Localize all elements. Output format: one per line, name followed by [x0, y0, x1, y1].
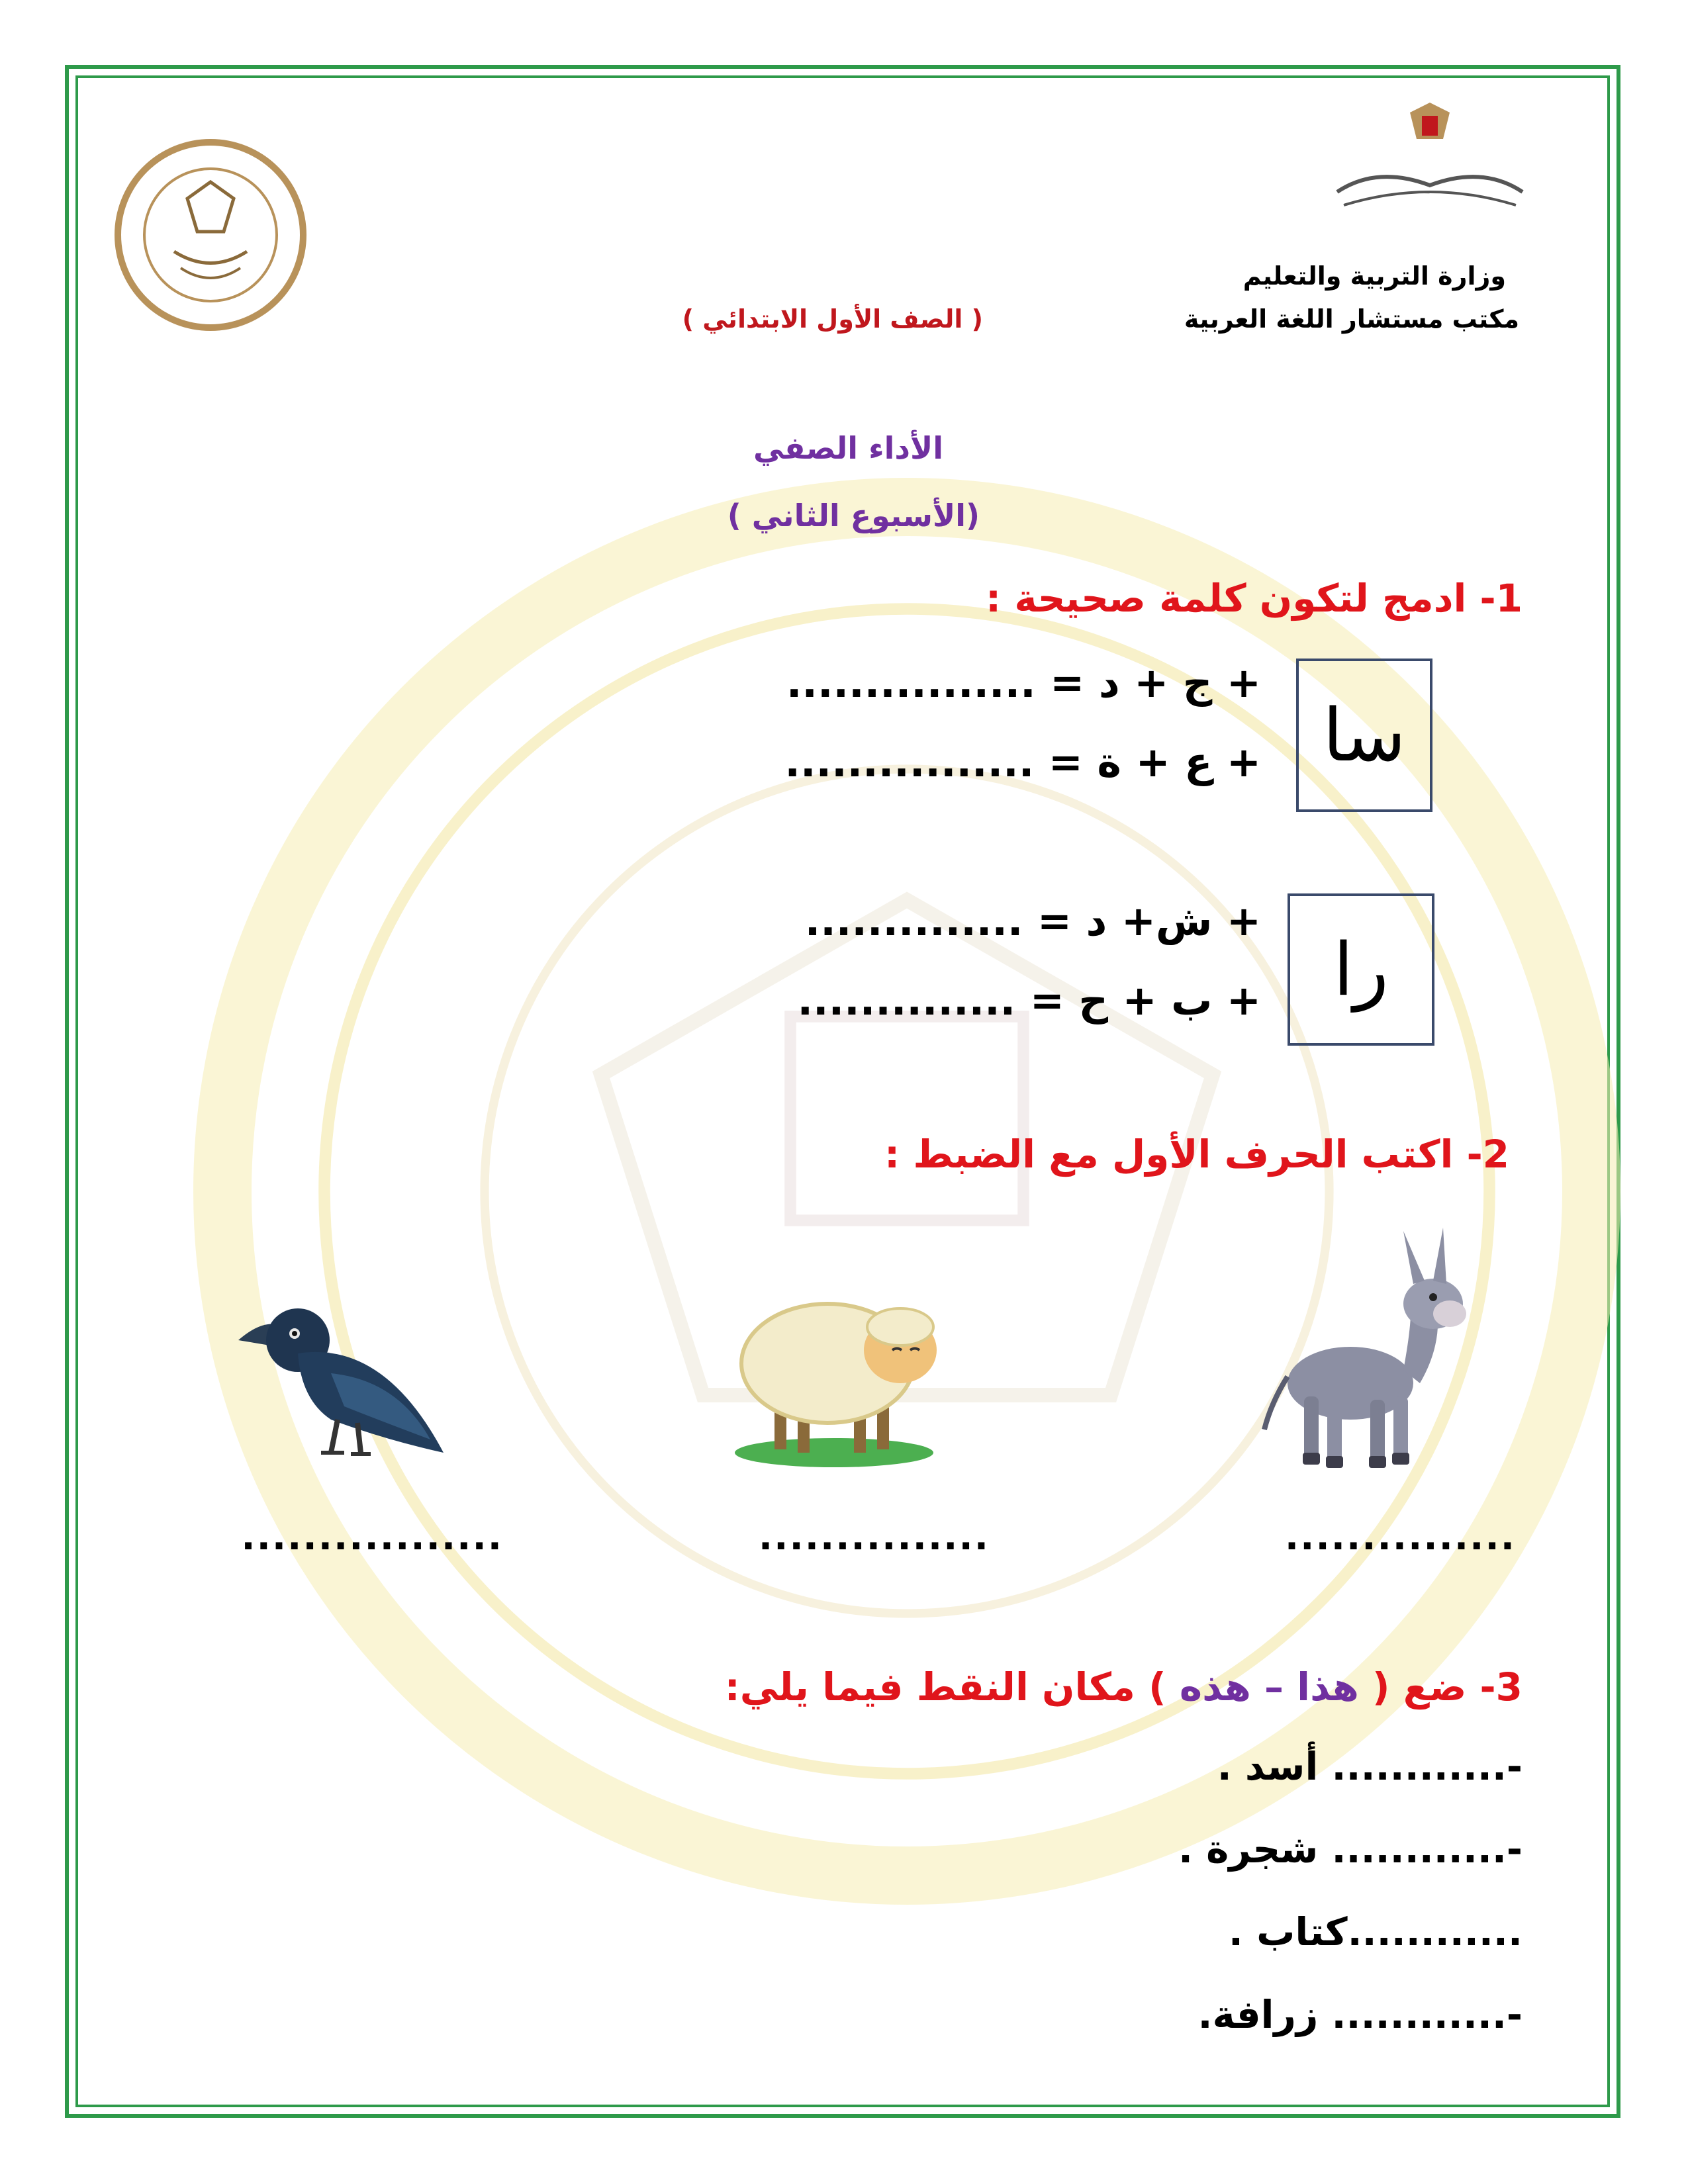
ministry-name: وزارة التربية والتعليم [1243, 261, 1506, 291]
page-title: الأداء الصفي [753, 430, 943, 466]
sheep-image [722, 1264, 947, 1476]
answer-blank-donkey[interactable]: ............... [1284, 1516, 1516, 1559]
grade-label: ( الصف الأول الابتدائي ) [682, 304, 983, 334]
merge-row-3: + ش+ د = .............. [804, 897, 1261, 945]
answer-blank-sheep[interactable]: ............... [758, 1516, 990, 1559]
donkey-image [1244, 1218, 1470, 1476]
question-3-heading [725, 1664, 1523, 1709]
ministry-seal-left [111, 136, 310, 334]
fill-line-lion: -............ أسد . [1217, 1744, 1523, 1789]
fill-line-giraffe: -............ زرافة. [1197, 1992, 1523, 2037]
merge-row-2: + ع + ة = ................ [784, 738, 1261, 786]
answer-blank-crow[interactable]: ................. [241, 1516, 503, 1559]
ministry-logo-right [1324, 99, 1536, 218]
q3-heading-prefix: 3- ضع ( [1372, 1664, 1523, 1709]
question-2-heading: 2- اكتب الحرف الأول مع الضبط : [884, 1132, 1509, 1177]
letter-box-ra: را [1288, 893, 1434, 1046]
question-1-heading: 1- ادمج لتكون كلمة صحيحة : [986, 576, 1523, 621]
office-name: مكتب مستشار اللغة العربية [1184, 304, 1519, 334]
q3-heading-words: هذا – هذه [1179, 1664, 1359, 1709]
page-subtitle: (الأسبوع الثاني ) [727, 498, 980, 533]
merge-row-4: + ب + ح = .............. [797, 976, 1261, 1024]
fill-line-tree: -............ شجرة . [1178, 1827, 1523, 1872]
q3-heading-suffix: ) مكان النقط فيما يلي: [724, 1664, 1166, 1709]
fill-line-book: ............كتاب . [1228, 1909, 1523, 1954]
crow-image [232, 1300, 457, 1473]
letter-box-sa: سا [1296, 659, 1432, 812]
merge-row-1: + ج + د = ................ [786, 659, 1261, 707]
